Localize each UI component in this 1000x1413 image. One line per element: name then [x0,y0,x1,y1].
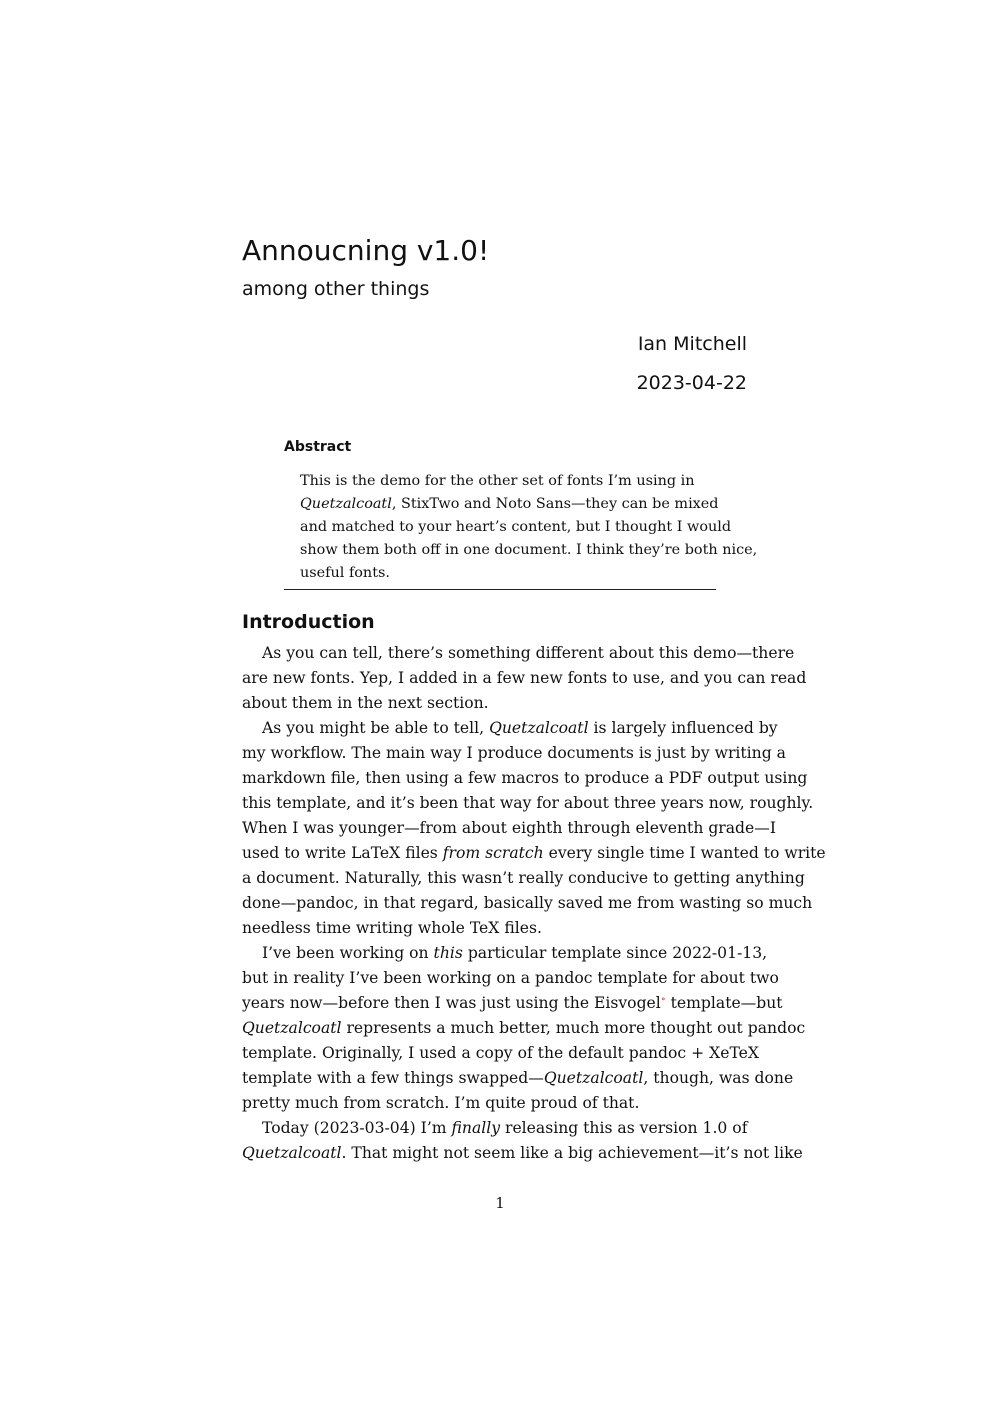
body-line [242,891,813,916]
body-line [242,741,786,766]
body-line [242,641,795,666]
body-line [242,966,779,991]
introduction-body [242,641,826,1166]
body-text: pretty much from scratch. I’m quite proud of that. [242,1094,640,1112]
body-line [242,1041,762,1066]
body-text: represents a much better, much more thought out pandoc [341,1019,806,1037]
body-line [242,841,826,866]
document-date: 2023-04-22 [636,372,747,394]
abstract-text: This is the demo for the other set of fonts I’m using in [300,473,695,489]
body-line [242,941,768,966]
body-text: As you can tell, there’s something different about this demo—there [262,644,795,662]
body-line [242,1016,806,1041]
abstract-text: , StixTwo and Noto Sans—they can be mixed [391,496,719,512]
body-text: are new fonts. Yep, I added in a few new fonts to use, and you can read [242,669,807,687]
body-emphasis: Quetzalcoatl [489,719,589,737]
abstract-line [300,562,710,585]
body-text: a document. Naturally, this wasn’t really conducive to getting anything [242,869,805,887]
abstract-divider [284,589,716,590]
body-emphasis: finally [451,1119,501,1137]
body-text: done—pandoc, in that regard, basically saved me from wasting so much [242,894,813,912]
body-text: about them in the next section. [242,694,489,712]
body-text: markdown file, then using a few macros to produce a PDF output using [242,769,808,787]
abstract-line [300,516,732,539]
body-text: needless time writing whole TeX files. [242,919,542,937]
section-heading-introduction: Introduction [242,611,375,633]
body-text: template with a few things swapped— [242,1069,544,1087]
body-text: releasing this as version 1.0 of [500,1119,748,1137]
body-emphasis: this [433,944,463,962]
body-text: but in reality I’ve been working on a pandoc template for about two [242,969,779,987]
abstract-emphasis: Quetzalcoatl [300,496,392,512]
document-title: Annoucning v1.0! [242,234,490,267]
body-line [242,1141,803,1166]
body-line [242,816,777,841]
body-emphasis: Quetzalcoatl [242,1019,342,1037]
body-text: Today (2023-03-04) I’m [262,1119,452,1137]
body-text: years now—before then I was just using the Eisvogel [242,994,661,1012]
body-line [242,1091,762,1116]
body-text: is largely influenced by [588,719,778,737]
abstract-text: show them both off in one document. I think they’re both nice, [300,542,758,558]
body-text: . That might not seem like a big achievement—it’s not like [341,1144,803,1162]
body-line [242,991,783,1016]
body-text: template—but [665,994,783,1012]
abstract-line [300,539,758,562]
body-text: As you might be able to tell, [262,719,490,737]
body-line [242,791,814,816]
abstract-text: useful fonts. [300,565,390,581]
document-author: Ian Mitchell [637,333,747,355]
abstract-line [300,470,710,493]
body-line [242,691,762,716]
body-text: used to write LaTeX files [242,844,443,862]
body-line [242,666,807,691]
footnote-link[interactable]: ∘ [660,993,666,1005]
body-line [242,1116,762,1141]
body-line [242,866,805,891]
abstract-text: and matched to your heart’s content, but I thought I would [300,519,732,535]
abstract-body [300,470,758,585]
body-text: When I was younger—from about eighth through eleventh grade—I [242,819,777,837]
body-text: this template, and it’s been that way for about three years now, roughly. [242,794,814,812]
body-line [242,916,762,941]
document-subtitle: among other things [242,278,430,300]
abstract-line [300,493,719,516]
page-number: 1 [495,1194,505,1212]
body-line [242,716,778,741]
body-text: I’ve been working on [262,944,434,962]
body-text: particular template since 2022-01-13, [462,944,768,962]
body-text: my workflow. The main way I produce documents is just by writing a [242,744,786,762]
body-emphasis: from scratch [442,844,544,862]
body-text: , though, was done [643,1069,794,1087]
body-line [242,1066,794,1091]
abstract-heading: Abstract [284,439,352,455]
body-emphasis: Quetzalcoatl [543,1069,644,1087]
body-text: every single time I wanted to write [543,844,826,862]
body-emphasis: Quetzalcoatl [242,1144,342,1162]
body-text: template. Originally, I used a copy of the default pandoc + XeTeX [242,1044,759,1062]
body-line [242,766,808,791]
